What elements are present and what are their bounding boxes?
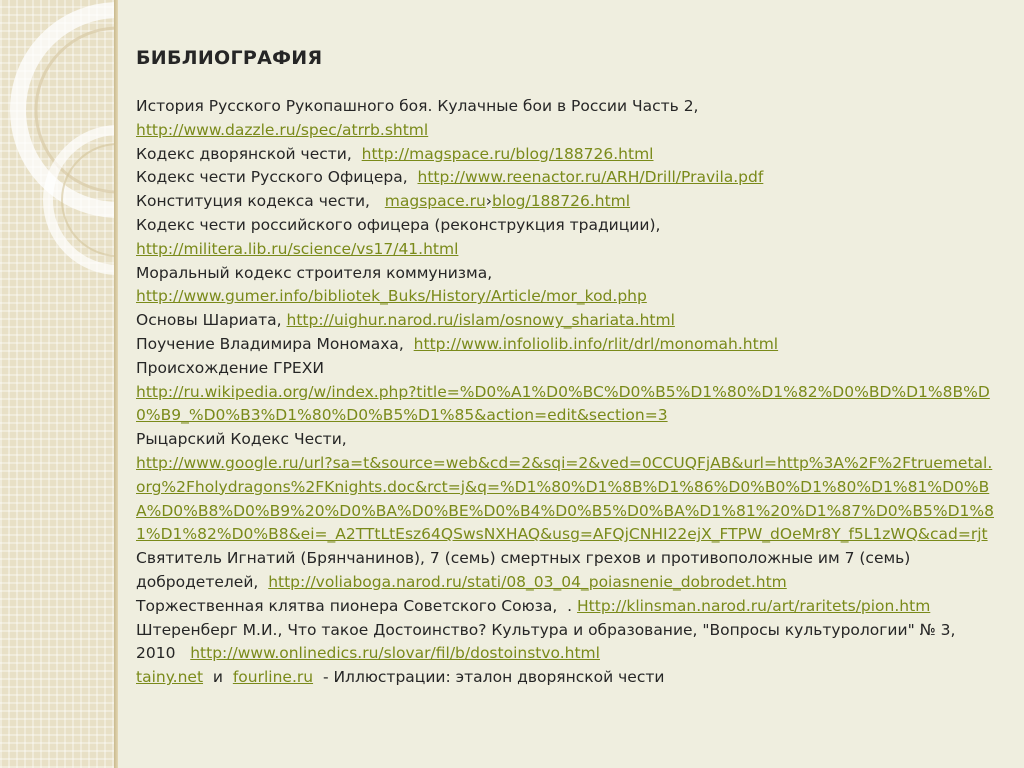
entry-link[interactable]: http://voliaboga.narod.ru/stati/08_03_04_poiasnenie_dobrodet.htm: [268, 572, 787, 591]
list-item: [136, 190, 998, 214]
entry-link[interactable]: blog/188726.html: [492, 192, 631, 211]
entry-link[interactable]: http://www.google.ru/url?sa=t&source=web&cd=2&sqi=2&ved=0CCUQFjAB&url=http%3A%2F%2Ftruemetal.org%2Fholydragons%2FKnights.doc&rct=j&q=%D1%80%D1%8B%D1%86%D0%B0%D1%80%D1%81%D0%BA%D0%B8%D0%B9%20%D0%BA%D0%BE%D0%B4%D0%B5%D0%BA%D1%81%20%D1%87%D0%B5%D1%81%D1%82%D0%B8&ei=_A2TTtLtEsz64QSwsNXHAQ&usg=AFQjCNHI22ejX_FTPW_dOeMr8Y_f5L1zWQ&cad=rjt: [136, 453, 994, 544]
page-title: БИБЛИОГРАФИЯ: [136, 47, 323, 69]
entry-text: Торжественная клятва пионера Советского Союза,: [136, 596, 558, 615]
entry-link[interactable]: http://magspace.ru/blog/188726.html: [361, 144, 654, 163]
bibliography-content: [136, 44, 998, 690]
entry-text: Штеренберг М.И., Что такое Достоинство? Культура и образование, "Вопросы культурологии" № 3, 2010: [136, 620, 956, 663]
decorative-circles: [0, 0, 114, 768]
entry-link[interactable]: Http://klinsman.narod.ru/art/raritets/pion.htm: [577, 596, 931, 615]
entry-link[interactable]: tainy.net: [136, 668, 204, 687]
entry-text: Кодекс чести Русского Офицера,: [136, 168, 408, 187]
entry-link[interactable]: fourline.ru: [232, 668, 314, 687]
panel-divider: [114, 0, 118, 768]
entry-text: Рыцарский Кодекс Чести,: [136, 430, 347, 449]
list-item: [136, 143, 998, 167]
list-item: [136, 357, 998, 428]
list-item: [136, 262, 998, 310]
list-item: [136, 428, 998, 547]
list-item: [136, 595, 998, 619]
list-item: [136, 214, 998, 262]
list-item: [136, 95, 998, 143]
decorative-side-panel: [0, 0, 114, 768]
entry-link[interactable]: http://www.reenactor.ru/ARH/Drill/Pravila.pdf: [417, 168, 764, 187]
list-item: [136, 547, 998, 595]
entry-link[interactable]: http://www.onlinedics.ru/slovar/fil/b/dostoinstvo.html: [190, 644, 600, 663]
entry-link[interactable]: http://uighur.narod.ru/islam/osnowy_shariata.html: [286, 311, 675, 330]
list-item: [136, 619, 998, 667]
breadcrumb-separator: ›: [485, 192, 492, 211]
list-item: [136, 166, 998, 190]
entry-text: История Русского Рукопашного боя. Кулачные бои в России Часть 2,: [136, 97, 699, 115]
entry-text: .: [567, 596, 573, 615]
list-item: [136, 333, 998, 357]
entry-text: и: [212, 668, 223, 687]
list-item: [136, 309, 998, 333]
entry-text: Кодекс дворянской чести,: [136, 144, 352, 163]
entry-text: - Иллюстрации: эталон дворянской чести: [322, 668, 665, 687]
entry-text: Святитель Игнатий (Брянчанинов), 7 (семь) смертных грехов и противоположные им 7 (семь) добродетелей,: [136, 549, 911, 591]
entry-link[interactable]: http://ru.wikipedia.org/w/index.php?title=%D0%A1%D0%BC%D0%B5%D1%80%D1%82%D0%BD%D1%8B%D0%B9_%D0%B3%D1%80%D0%B5%D1%85&action=edit&section=3: [136, 382, 990, 425]
entry-text: Моральный кодекс строителя коммунизма,: [136, 263, 493, 282]
entry-link[interactable]: http://militera.lib.ru/science/vs17/41.html: [136, 239, 459, 258]
entry-text: Кодекс чести российского офицера (реконструкция традиции),: [136, 215, 661, 234]
entry-link[interactable]: http://www.gumer.info/bibliotek_Buks/History/Article/mor_kod.php: [136, 287, 647, 306]
entry-text: Основы Шариата,: [136, 311, 282, 330]
entry-link[interactable]: http://www.infoliolib.info/rlit/drl/monomah.html: [413, 334, 779, 353]
entry-text: Поучение Владимира Мономаха,: [136, 334, 404, 353]
entry-link[interactable]: magspace.ru: [384, 192, 486, 211]
entry-link[interactable]: http://www.dazzle.ru/spec/atrrb.shtml: [136, 120, 429, 139]
entry-text: Происхождение ГРЕХИ: [136, 358, 324, 377]
entry-text: Конституция кодекса чести,: [136, 192, 370, 211]
list-item: [136, 666, 998, 690]
